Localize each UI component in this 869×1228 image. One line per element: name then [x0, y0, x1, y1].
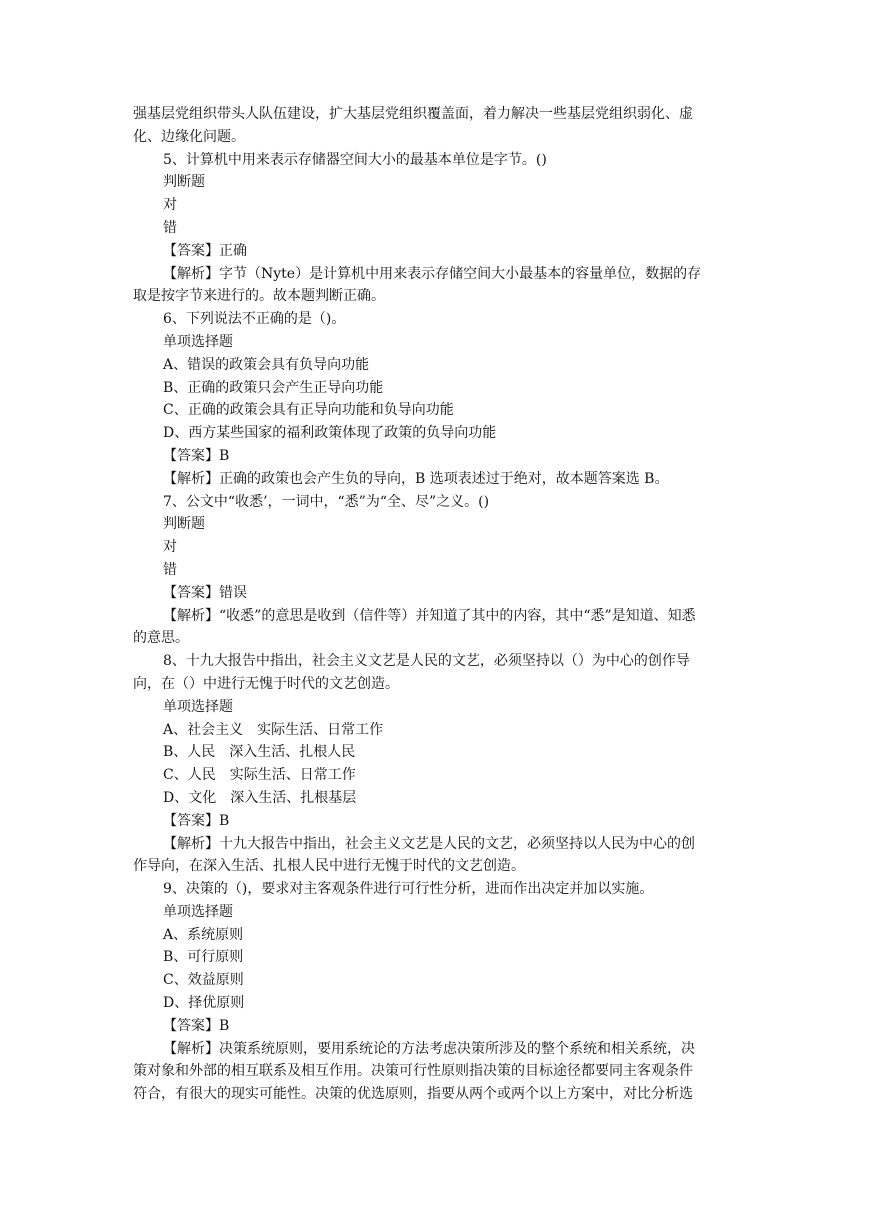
text-line: 判断题 [163, 516, 205, 533]
text-line: 作导向，在深入生活、扎根人民中进行无愧于时代的文艺创造。 [133, 858, 525, 875]
text-line: 错 [163, 561, 177, 578]
text-line: 取是按字节来进行的。故本题判断正确。 [133, 288, 385, 305]
text-line: 9、决策的（)，要求对主客观条件进行可行性分析，进而作出决定并加以实施。 [163, 881, 654, 898]
text-line: 【答案】错误 [163, 584, 247, 601]
text-line: 对 [163, 197, 177, 214]
text-line: 【解析】决策系统原则，要用系统论的方法考虑决策所涉及的整个系统和相关系统，决 [163, 1040, 695, 1057]
text-line: 符合，有很大的现实可能性。决策的优选原则，指要从两个或两个以上方案中，对比分析选 [133, 1086, 693, 1103]
text-line: 【答案】正确 [163, 242, 247, 259]
text-line: B、正确的政策只会产生正导向功能 [163, 379, 384, 396]
text-line: A、社会主义 实际生活、日常工作 [163, 721, 384, 738]
text-line: 7、公文中“收悉’，一词中，“悉”为“全、尽”之义。() [163, 493, 490, 510]
text-line: C、正确的政策会具有正导向功能和负导向功能 [163, 402, 454, 419]
document-body [133, 103, 739, 1106]
text-line: 单项选择题 [163, 698, 233, 715]
text-line: 【答案】B [163, 812, 230, 829]
text-line: 【答案】B [163, 1017, 230, 1034]
text-line: 策对象和外部的相互联系及相互作用。决策可行性原则指决策的目标途径都要同主客观条件 [133, 1063, 693, 1080]
text-line: 【解析】十九大报告中指出，社会主义文艺是人民的文艺，必须坚持以人民为中心的创 [163, 835, 695, 852]
text-line: 【解析】字节（Nyte）是计算机中用来表示存储空间大小最基本的容量单位，数据的存 [163, 265, 702, 282]
text-line: 错 [163, 219, 177, 236]
text-line: 强基层党组织带头人队伍建设，扩大基层党组织覆盖面，着力解决一些基层党组织弱化、虚 [133, 106, 693, 122]
text-line: B、可行原则 [163, 949, 244, 966]
text-line: 判断题 [163, 174, 205, 191]
text-line: C、人民 实际生活、日常工作 [163, 767, 356, 784]
text-line: 向，在（）中进行无愧于时代的文艺创造。 [133, 675, 399, 692]
text-line: 8、十九大报告中指出，社会主义文艺是人民的文艺，必须坚持以（）为中心的创作导 [163, 653, 690, 670]
text-line: 6、下列说法不正确的是（)。 [163, 311, 346, 328]
text-line: 的意思。 [133, 630, 189, 647]
text-line: A、系统原则 [163, 926, 244, 943]
text-line: C、效益原则 [163, 972, 244, 989]
text-line: 对 [163, 539, 177, 556]
text-line: 【解析】“收悉”的意思是收到（信件等）并知道了其中的内容，其中“悉”是知道、知悉 [163, 607, 696, 624]
text-line: 化、边缘化问题。 [133, 128, 245, 145]
text-line: D、西方某些国家的福利政策体现了政策的负导向功能 [163, 425, 497, 442]
text-line: 【解析】正确的政策也会产生负的导向，B 选项表述过于绝对，故本题答案选 B。 [163, 470, 669, 487]
text-line: 【答案】B [163, 447, 230, 464]
text-line: 5、计算机中用来表示存储器空间大小的最基本单位是字节。() [163, 151, 547, 168]
text-line: D、文化 深入生活、扎根基层 [163, 789, 357, 806]
text-line: 单项选择题 [163, 903, 233, 920]
text-line: A、错误的政策会具有负导向功能 [163, 356, 370, 373]
text-line: 单项选择题 [163, 333, 233, 350]
text-line: D、择优原则 [163, 995, 245, 1012]
text-line: B、人民 深入生活、扎根人民 [163, 744, 356, 761]
